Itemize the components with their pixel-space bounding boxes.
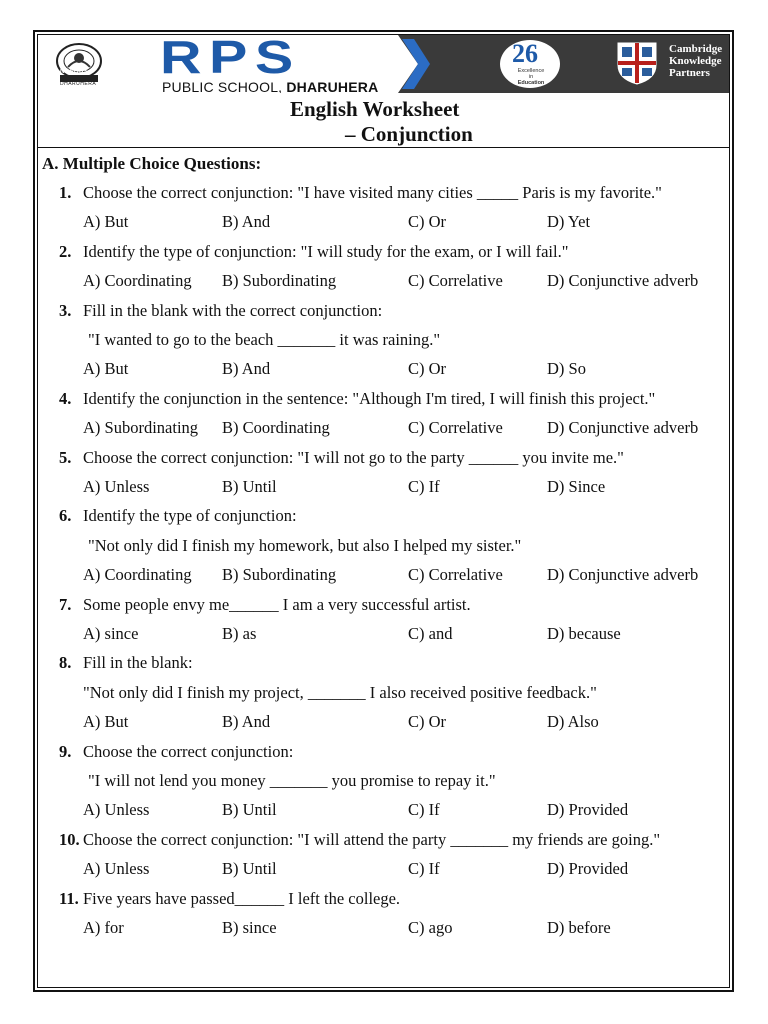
chevron-right-icon (398, 35, 434, 93)
question-text-continued: "I will not lend you money _______ you promise to repay it." (88, 771, 496, 790)
badge-caption: Excellence in Education (517, 68, 545, 86)
answer-option-c[interactable]: C) If (408, 800, 440, 820)
question-text (59, 830, 660, 850)
answer-option-d[interactable]: D) because (547, 624, 621, 643)
answer-option-a[interactable]: A) Subordinating (83, 418, 199, 438)
cambridge-label: Cambridge Knowledge Partners (669, 43, 723, 79)
answer-option-b[interactable]: B) Subordinating (222, 271, 337, 291)
question-body: Choose the correct conjunction: "I will not go to the party ______ you invite me." (83, 447, 624, 467)
question-text (59, 506, 297, 526)
answer-option-c[interactable]: C) Or (408, 359, 447, 379)
answer-option-a[interactable]: A) But (83, 359, 129, 379)
answer-option-d[interactable]: D) before (547, 918, 611, 937)
section-heading: A. Multiple Choice Questions: (42, 154, 262, 173)
answer-option-c[interactable]: C) ago (408, 918, 453, 937)
answer-option-d[interactable]: D) Provided (547, 800, 629, 820)
answer-option-b[interactable]: B) And (222, 359, 271, 379)
answer-option-b[interactable]: B) since (222, 918, 277, 937)
question-text-continued: "Not only did I finish my project, _______ I also received positive feedback." (83, 682, 597, 702)
question-body: Identify the conjunction in the sentence: "Although I'm tired, I will finish this project." (83, 388, 656, 408)
question-text (59, 448, 624, 468)
question-body: Identify the type of conjunction: "I will study for the exam, or I will fail." (83, 241, 569, 261)
worksheet-subtitle: – Conjunction (345, 122, 473, 146)
question-text (59, 301, 382, 321)
answer-option-b[interactable]: B) Coordinating (222, 418, 330, 438)
question-text-continued: "Not only did I finish my homework, but also I helped my sister." (88, 535, 522, 555)
question-body: Fill in the blank: (83, 653, 193, 673)
answer-option-c[interactable]: C) If (408, 859, 440, 879)
question-number: 6. (59, 506, 72, 526)
answer-option-d[interactable]: D) Conjunctive adverb (547, 271, 699, 291)
header-banner (38, 35, 729, 93)
answer-option-a[interactable]: A) Unless (83, 800, 150, 820)
question-number: 9. (59, 741, 72, 761)
question-body: Some people envy me______ I am a very successful artist. (83, 594, 471, 614)
answer-option-a[interactable]: A) Coordinating (83, 271, 192, 291)
answer-option-d[interactable]: D) So (547, 359, 586, 379)
answer-option-a[interactable]: A) since (83, 624, 139, 643)
answer-option-c[interactable]: C) If (408, 477, 440, 496)
question-body: Choose the correct conjunction: "I have visited many cities _____ Paris is my favorite." (83, 183, 662, 202)
question-text (59, 742, 293, 762)
worksheet-title: English Worksheet (290, 97, 460, 121)
answer-option-c[interactable]: C) Or (408, 212, 447, 232)
answer-option-c[interactable]: C) Or (408, 712, 447, 732)
answer-option-c[interactable]: C) Correlative (408, 565, 503, 585)
question-text (59, 595, 471, 615)
question-number: 11. (59, 888, 79, 908)
school-name: PUBLIC SCHOOL, DHARUHERA (162, 79, 379, 93)
answer-option-d[interactable]: D) Yet (547, 212, 591, 232)
seal-sublabel: DHARUHERA (60, 81, 97, 87)
question-text (59, 242, 568, 262)
question-text-continued: "I wanted to go to the beach _______ it was raining." (88, 330, 441, 349)
question-number: 2. (59, 241, 72, 261)
question-number: 1. (59, 183, 72, 202)
seal-label: NPSGDS (60, 69, 89, 75)
question-text (59, 889, 400, 909)
answer-option-b[interactable]: B) And (222, 712, 271, 732)
answer-option-b[interactable]: B) Until (222, 859, 277, 879)
answer-option-b[interactable]: B) Until (222, 477, 277, 496)
answer-option-b[interactable]: B) And (222, 212, 271, 232)
answer-option-a[interactable]: A) for (83, 918, 124, 937)
question-number: 7. (59, 594, 72, 614)
answer-option-c[interactable]: C) and (408, 624, 453, 643)
question-number: 8. (59, 653, 72, 673)
answer-option-d[interactable]: D) Provided (547, 859, 629, 879)
answer-option-d[interactable]: D) Conjunctive adverb (547, 418, 699, 438)
answer-option-b[interactable]: B) as (222, 624, 257, 643)
question-body: Five years have passed______ I left the college. (83, 888, 401, 908)
answer-option-d[interactable]: D) Since (547, 477, 606, 496)
question-number: 10. (59, 829, 80, 849)
answer-option-b[interactable]: B) Subordinating (222, 565, 337, 585)
answer-option-b[interactable]: B) Until (222, 800, 277, 820)
answer-option-a[interactable]: A) But (83, 712, 129, 732)
question-text (59, 183, 662, 203)
rps-logo: RPS (160, 35, 301, 83)
question-body: Fill in the blank with the correct conjunction: (83, 300, 383, 320)
answer-option-a[interactable]: A) Unless (83, 477, 150, 496)
answer-option-a[interactable]: A) But (83, 212, 129, 232)
question-body: Choose the correct conjunction: "I will attend the party _______ my friends are going." (83, 829, 661, 849)
question-number: 4. (59, 388, 72, 408)
answer-option-a[interactable]: A) Coordinating (83, 565, 192, 585)
answer-option-d[interactable]: D) Also (547, 712, 599, 732)
answer-option-d[interactable]: D) Conjunctive adverb (547, 565, 699, 585)
question-body: Choose the correct conjunction: (83, 741, 294, 761)
badge-number: 26 (512, 39, 538, 68)
answer-option-a[interactable]: A) Unless (83, 859, 150, 879)
question-text (59, 389, 655, 409)
question-text (59, 653, 193, 673)
answer-option-c[interactable]: C) Correlative (408, 271, 503, 291)
question-number: 5. (59, 447, 72, 467)
cambridge-shield-icon (616, 41, 658, 85)
question-body: Identify the type of conjunction: (83, 506, 297, 526)
answer-option-c[interactable]: C) Correlative (408, 418, 503, 438)
question-number: 3. (59, 300, 72, 320)
